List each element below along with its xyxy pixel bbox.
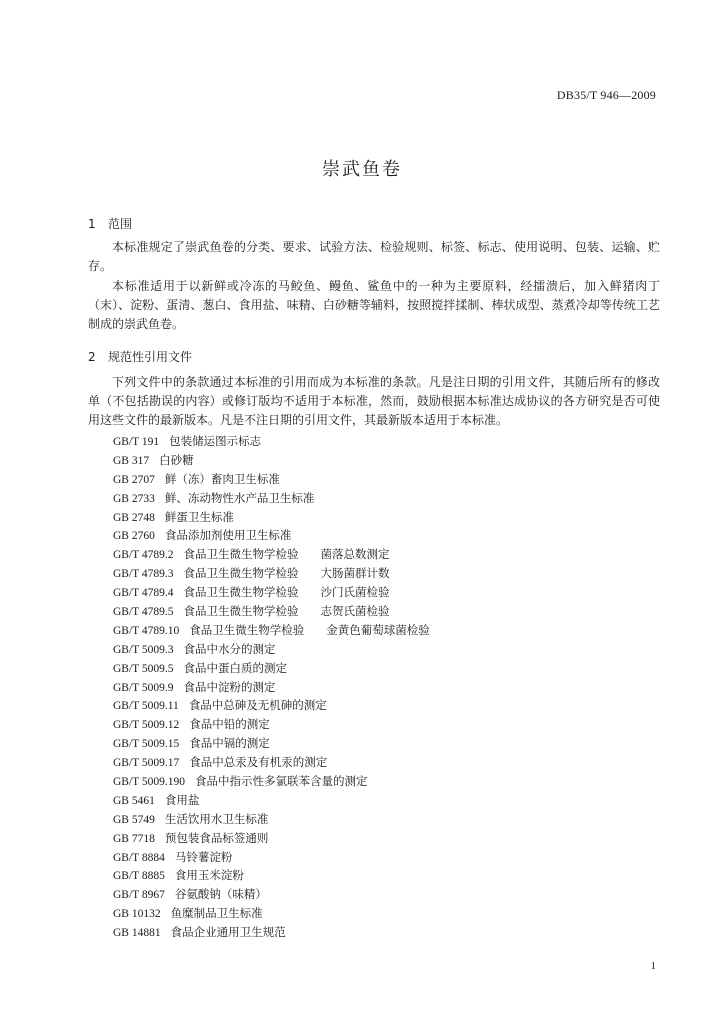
reference-code: GB 10132 [113, 908, 161, 921]
reference-code: GB/T 8885 [113, 870, 165, 883]
reference-item [113, 432, 430, 451]
reference-title: 食品卫生微生物学检验 [183, 547, 299, 562]
reference-subtitle: 大肠菌群计数 [320, 566, 390, 581]
reference-item [113, 715, 430, 734]
reference-subtitle: 志贺氏菌检验 [320, 604, 390, 619]
reference-title: 食品企业通用卫生规范 [170, 925, 286, 940]
reference-item [113, 753, 430, 772]
section-title: 规范性引用文件 [108, 350, 193, 364]
reference-code: GB/T 5009.5 [113, 662, 174, 675]
reference-item [113, 848, 430, 867]
reference-code: GB/T 5009.9 [113, 681, 174, 694]
reference-code: GB/T 8967 [113, 889, 165, 902]
reference-subtitle: 金黄色葡萄球菌检验 [326, 622, 430, 637]
reference-code: GB/T 8884 [113, 851, 165, 864]
reference-item [113, 508, 430, 527]
standard-code: DB35/T 946—2009 [556, 88, 656, 102]
reference-title: 鲜（冻）畜肉卫生标准 [164, 471, 280, 486]
reference-title: 食品中指示性多氯联苯含量的测定 [195, 774, 368, 789]
reference-item [113, 659, 430, 678]
reference-title: 食用玉米淀粉 [174, 868, 244, 883]
reference-title: 食品中总汞及有机汞的测定 [189, 755, 328, 770]
reference-item [113, 829, 430, 848]
reference-title: 白砂糖 [159, 452, 194, 467]
reference-title: 鲜蛋卫生标准 [164, 509, 234, 524]
reference-item [113, 602, 430, 621]
reference-item [113, 564, 430, 583]
section-2-paragraph-1: 下列文件中的条款通过本标准的引用而成为本标准的条款。凡是注日期的引用文件，其随后所有的修改单（不包括勘误的内容）或修订版均不适用于本标准，然而，鼓励根据本标准达成协议的各方研究是否可使用这些文件的最新版本。凡是不注日期的引用文件，其最新版本适用于本标准。 [88, 375, 660, 427]
reference-item [113, 885, 430, 904]
reference-item [113, 772, 430, 791]
reference-code: GB/T 4789.10 [113, 624, 180, 637]
reference-code: GB/T 5009.3 [113, 643, 174, 656]
reference-code: GB 5461 [113, 794, 155, 807]
reference-title: 食品添加剂使用卫生标准 [164, 528, 292, 543]
reference-code: GB 317 [113, 454, 150, 467]
reference-title: 食用盐 [164, 792, 200, 807]
page-number: 1 [650, 960, 656, 972]
reference-code: GB/T 4789.3 [113, 568, 174, 581]
reference-title: 食品中蛋白质的测定 [183, 660, 287, 675]
reference-title: 食品卫生微生物学检验 [183, 566, 299, 581]
reference-code: GB/T 5009.15 [113, 738, 180, 751]
reference-code: GB/T 4789.5 [113, 606, 174, 619]
reference-code: GB/T 4789.2 [113, 549, 174, 562]
reference-code: GB/T 5009.17 [113, 757, 180, 770]
document-title: 崇武鱼卷 [322, 159, 402, 180]
reference-item [113, 640, 430, 659]
reference-title: 谷氨酸钠（味精） [174, 887, 267, 902]
reference-title: 食品卫生微生物学检验 [183, 604, 299, 619]
reference-item [113, 451, 430, 470]
reference-title: 生活饮用水卫生标准 [164, 811, 269, 826]
reference-title: 鲜、冻动物性水产品卫生标准 [164, 490, 315, 505]
reference-item [113, 696, 430, 715]
reference-title: 马铃薯淀粉 [174, 849, 233, 864]
reference-title: 食品中淀粉的测定 [183, 679, 276, 694]
reference-code: GB 2760 [113, 530, 155, 543]
reference-item [113, 904, 430, 923]
reference-code: GB 2707 [113, 473, 155, 486]
reference-title: 食品卫生微生物学检验 [189, 622, 305, 637]
section-2-heading [88, 348, 192, 365]
reference-title: 食品中铅的测定 [189, 717, 270, 732]
section-number: 1 [88, 217, 96, 231]
reference-item [113, 923, 430, 942]
reference-item [113, 791, 430, 810]
reference-subtitle: 菌落总数测定 [320, 547, 390, 562]
section-title: 范围 [108, 217, 133, 231]
reference-code: GB 2733 [113, 492, 155, 505]
reference-title: 食品中总砷及无机砷的测定 [188, 698, 327, 713]
reference-code: GB/T 4789.4 [113, 587, 174, 600]
reference-item [113, 621, 430, 640]
reference-item [113, 734, 430, 753]
reference-code: GB/T 5009.12 [113, 719, 180, 732]
reference-code: GB/T 5009.190 [113, 776, 185, 789]
reference-item [113, 810, 430, 829]
reference-title: 食品中镉的测定 [189, 736, 270, 751]
reference-item [113, 526, 430, 545]
reference-code: GB/T 5009.11 [113, 700, 179, 713]
reference-code: GB 5749 [113, 813, 155, 826]
reference-item [113, 545, 430, 564]
reference-title: 食品中水分的测定 [183, 641, 276, 656]
section-1-heading [88, 215, 132, 232]
reference-code: GB 14881 [113, 927, 161, 940]
reference-item [113, 678, 430, 697]
section-1-paragraph-1: 本标准规定了崇武鱼卷的分类、要求、试验方法、检验规则、标签、标志、使用说明、包装、运输、贮存。 [88, 240, 660, 273]
reference-item [113, 583, 430, 602]
reference-code: GB/T 191 [113, 436, 160, 448]
reference-item [113, 489, 430, 508]
section-number: 2 [88, 350, 96, 364]
reference-code: GB 7718 [113, 832, 155, 845]
section-1-paragraph-2: 本标准适用于以新鲜或冷冻的马鲛鱼、鳗鱼、鲨鱼中的一种为主要原料，经擂溃后，加入鲜猪肉丁（末）、淀粉、蛋清、葱白、食用盐、味精、白砂糖等辅料，按照搅拌揉制、棒状成型、蒸煮冷却等传统工艺制成的崇武鱼卷。 [88, 279, 660, 331]
reference-code: GB 2748 [113, 511, 155, 524]
reference-subtitle: 沙门氏菌检验 [320, 585, 390, 600]
reference-title: 食品卫生微生物学检验 [183, 585, 299, 600]
reference-item [113, 470, 430, 489]
reference-item [113, 866, 430, 885]
reference-title: 包装储运图示标志 [169, 434, 262, 448]
normative-reference-list [113, 432, 430, 942]
reference-title: 预包装食品标签通则 [164, 830, 269, 845]
reference-title: 鱼糜制品卫生标准 [170, 906, 263, 921]
